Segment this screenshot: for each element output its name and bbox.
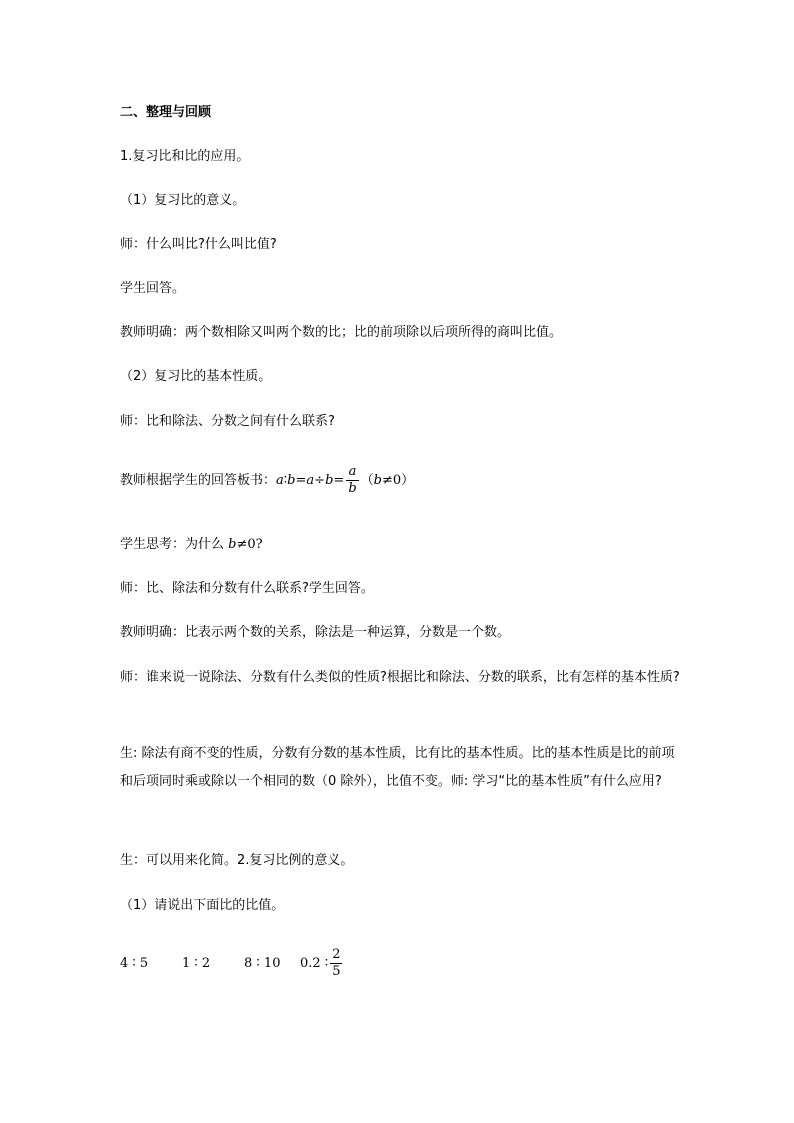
section-title: 二、整理与回顾 bbox=[120, 105, 212, 120]
formula-equals: = bbox=[295, 473, 307, 488]
condition-b: b bbox=[373, 473, 382, 488]
ratio-fraction-denominator: 5 bbox=[332, 964, 341, 979]
think-suffix: ≠0? bbox=[236, 537, 263, 552]
think-b: b bbox=[228, 537, 237, 552]
ratio-1-2: 1 ∶ 2 bbox=[182, 956, 211, 971]
fraction-numerator: a bbox=[348, 464, 357, 479]
formula-a: a bbox=[276, 473, 284, 488]
formula-divide: ÷ bbox=[314, 473, 326, 488]
paragraph-teacher-relation-2: 师：比、除法和分数有什么联系?学生回答。 bbox=[120, 581, 374, 596]
formula-b: b bbox=[287, 473, 296, 488]
formula-a: a bbox=[306, 473, 315, 488]
fraction-denominator: b bbox=[348, 481, 357, 496]
ratio-8-10: 8 ∶ 10 bbox=[244, 956, 281, 971]
ratio-4-5: 4 ∶ 5 bbox=[120, 956, 149, 971]
paragraph-ratio-meaning: （1）复习比的意义。 bbox=[120, 193, 246, 208]
formula-equals: = bbox=[333, 473, 345, 488]
paragraph-student-property: 生: 除法有商不变的性质，分数有分数的基本性质，比有比的基本性质。比的基本性质是比的前项和后项同时乘或除以一个相同的数（0 除外），比值不变。师: 学习“比的基本性质”有什么应用? bbox=[120, 746, 675, 789]
formula-b: b bbox=[325, 473, 334, 488]
paragraph-student-think bbox=[120, 536, 263, 554]
paragraph-simplify: 生：可以用来化简。2.复习比例的意义。 bbox=[120, 853, 354, 868]
ratio-0-2-prefix: 0.2 ∶ bbox=[300, 956, 329, 971]
think-prefix: 学生思考：为什么 bbox=[120, 537, 229, 552]
paragraph-teacher-similar: 师：谁来说一说除法、分数有什么类似的性质?根据比和除法、分数的联系，比有怎样的基本性质? bbox=[120, 670, 680, 685]
paragraph-teacher-question: 师：什么叫比?什么叫比值? bbox=[120, 237, 277, 252]
formula-fraction bbox=[346, 464, 358, 497]
condition-rest: ≠0） bbox=[381, 473, 415, 488]
paragraph-teacher-clarify-2: 教师明确：比表示两个数的关系，除法是一种运算，分数是一个数。 bbox=[120, 625, 511, 640]
paragraph-ratio-values: （1）请说出下面比的比值。 bbox=[120, 898, 285, 913]
paragraph-teacher-relation: 师：比和除法、分数之间有什么联系? bbox=[120, 414, 335, 429]
board-prefix: 教师根据学生的回答板书： bbox=[120, 473, 277, 488]
formula-colon: ∶ bbox=[283, 473, 288, 488]
paragraph-review-ratio: 1.复习比和比的应用。 bbox=[120, 149, 250, 164]
paragraph-ratio-property: （2）复习比的基本性质。 bbox=[120, 369, 272, 384]
paragraph-teacher-clarify: 教师明确：两个数相除又叫两个数的比；比的前项除以后项所得的商叫比值。 bbox=[120, 325, 563, 340]
ratio-fraction-numerator: 2 bbox=[332, 947, 341, 962]
paragraph-student-answer: 学生回答。 bbox=[120, 281, 186, 296]
ratio-examples bbox=[120, 946, 344, 982]
ratio-fraction bbox=[330, 947, 342, 980]
condition-open: （ bbox=[360, 473, 374, 488]
paragraph-board-writing bbox=[120, 463, 414, 499]
